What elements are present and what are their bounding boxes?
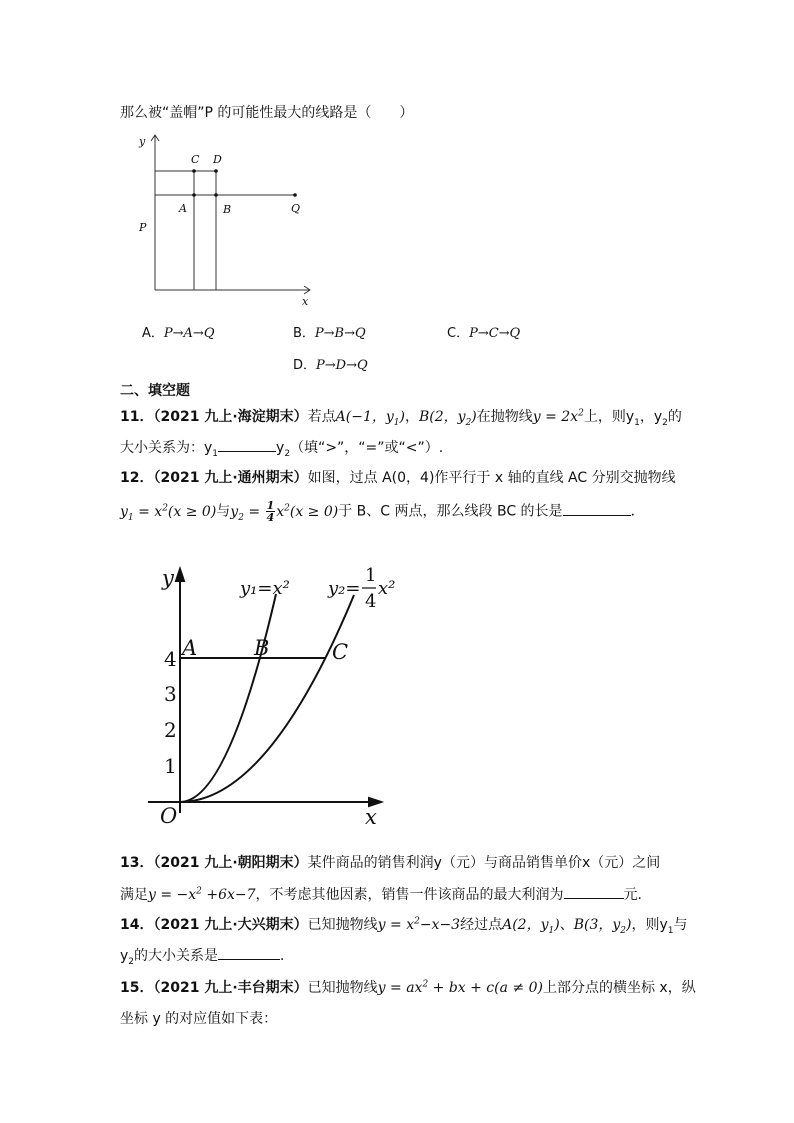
q11-point-b-sub: 2 — [465, 417, 472, 428]
section-title: 二、填空题 — [120, 383, 190, 399]
fraction-denominator: 4 — [266, 511, 275, 524]
q12-label-origin: O — [160, 804, 178, 828]
q14-point-b-text: B(3，y — [573, 917, 621, 933]
q12-line2 — [120, 500, 645, 523]
q11-text: 在抛物线 — [476, 409, 533, 425]
q12-eq1-c: (x ≥ 0) — [167, 503, 217, 520]
q14-text: 已知抛物线 — [307, 917, 378, 933]
q13-eq-sup: 2 — [196, 886, 202, 897]
q14-line1 — [120, 914, 688, 936]
q11-sub: 1 — [634, 417, 640, 428]
q11-number: 11． — [120, 409, 154, 425]
q12-answer-blank[interactable] — [563, 515, 631, 516]
option-key: C． — [447, 326, 470, 341]
q10-figure — [130, 125, 320, 310]
q12-text: ． — [630, 503, 645, 520]
q12-eq1-sup: 2 — [162, 502, 168, 513]
q12-tick-2: 2 — [164, 718, 177, 742]
q13-answer-blank[interactable] — [564, 898, 624, 899]
q14-line2 — [120, 945, 294, 967]
point-q-dot — [293, 193, 297, 197]
q11-point-b-text: B(2，y — [418, 409, 466, 425]
q12-label-b: B — [254, 636, 270, 660]
option-key: D． — [293, 358, 317, 373]
q14-point-b — [573, 917, 632, 936]
q13-line2 — [120, 884, 652, 904]
q10-option-a[interactable] — [142, 322, 214, 341]
q14-point-b-end: ) — [626, 917, 632, 933]
q11-sub: 2 — [662, 417, 668, 428]
q11-text: ，y — [639, 409, 663, 425]
q14-text: 的大小关系是 — [134, 948, 219, 964]
q11-text: 的 — [667, 409, 682, 425]
q12-eq1-sub: 1 — [127, 512, 134, 523]
q14-text: ，则y — [631, 917, 668, 933]
q14-point-a-end: ) — [554, 917, 560, 933]
q13-eq-a: y = −x — [148, 887, 197, 903]
q12-label-x: x — [365, 805, 377, 829]
q11-point-a-end: ) — [399, 409, 405, 425]
q12-tick-3: 3 — [164, 682, 177, 706]
q14-text: 与 — [673, 917, 688, 933]
q14-point-a — [502, 917, 560, 936]
q11-point-a-sub: 1 — [393, 417, 400, 428]
q10-label-a: A — [179, 202, 187, 215]
q13-number: 13． — [120, 855, 154, 871]
q12-label-y: y — [162, 566, 174, 590]
q12-eq2-c: x — [276, 503, 285, 520]
q11-eq-text: y = 2x — [532, 409, 579, 425]
q12-line1 — [120, 467, 676, 487]
q11-text: （填“>”，“=”或“<”）. — [290, 440, 444, 456]
q13-text: 元． — [623, 887, 652, 903]
q13-text: 某件商品的销售利润y（元）与商品销售单价x（元）之间 — [307, 855, 661, 871]
q11-answer-blank[interactable] — [218, 451, 276, 452]
q10-label-b: B — [223, 203, 232, 216]
q13-text: ，不考虑其他因素，销售一件该商品的最大利润为 — [255, 887, 564, 903]
q14-answer-blank[interactable] — [218, 959, 280, 960]
q14-equation — [378, 917, 460, 933]
q11-text: 大小关系为：y — [120, 440, 213, 456]
q12-text: 与 — [216, 503, 231, 520]
label-y2-suffix: x² — [378, 578, 396, 599]
q15-text: 已知抛物线 — [307, 980, 378, 996]
q15-line1 — [120, 977, 696, 997]
q11-line1 — [120, 406, 682, 428]
label-y2-prefix: y₂= — [328, 578, 361, 599]
q12-curve-y2 — [180, 595, 354, 802]
q15-eq-sup: 2 — [422, 979, 429, 990]
q14-sub: 1 — [667, 925, 674, 936]
q14-sub: 2 — [128, 956, 135, 967]
q12-label-c: C — [332, 640, 349, 664]
q11-line2 — [120, 437, 443, 459]
q13-line1 — [120, 852, 660, 872]
q11-point-a — [335, 409, 405, 428]
q10-label-q: Q — [291, 202, 301, 215]
q14-number: 14． — [120, 917, 154, 933]
q13-equation — [148, 887, 256, 903]
q12-y-arrow — [176, 569, 184, 581]
point-c-dot — [192, 169, 196, 173]
q15-equation — [378, 980, 543, 996]
q14-text: 经过点 — [460, 917, 503, 933]
q14-point-a-text: A(2，y — [502, 917, 549, 933]
option-path: P→C→Q — [469, 326, 521, 341]
q11-text: y — [276, 440, 285, 456]
q12-tick-4: 4 — [164, 647, 177, 671]
q15-source: （2021 九上·丰台期末） — [153, 980, 308, 996]
q14-point-b-sub: 2 — [620, 925, 626, 936]
q15-line2: 坐标 y 的对应值如下表： — [120, 1011, 278, 1027]
q10-label-c: C — [191, 153, 200, 166]
q10-option-b[interactable] — [293, 322, 366, 341]
q12-eq2-b: = — [243, 503, 265, 520]
q14-point-a-sub: 1 — [548, 925, 555, 936]
q15-text: 上部分点的横坐标 x，纵 — [542, 980, 696, 996]
q12-eq2-sub: 2 — [238, 512, 244, 523]
label-y2-numerator: 1 — [365, 565, 377, 586]
option-path: P→A→Q — [163, 326, 215, 341]
q11-text: ， — [404, 409, 419, 425]
q12-eq1 — [120, 502, 217, 523]
q14-eq-sup: 2 — [414, 916, 420, 927]
q12-number: 12． — [120, 470, 154, 486]
q15-eq-a: y = ax — [377, 980, 423, 996]
q12-eq2-sup: 2 — [284, 502, 290, 513]
fraction-numerator: 1 — [266, 499, 275, 512]
q14-eq-b: −x−3 — [419, 917, 461, 933]
q14-text: y — [120, 948, 129, 964]
q11-text: 若点 — [307, 409, 336, 425]
q12-text: 于 B、C 两点，那么线段 BC 的长是 — [338, 503, 563, 520]
q11-point-a-text: A(−1，y — [335, 409, 394, 425]
option-path: P→B→Q — [314, 326, 366, 341]
q11-point-b — [418, 409, 477, 428]
q13-source: （2021 九上·朝阳期末） — [153, 855, 308, 871]
point-b-dot — [214, 193, 218, 197]
q12-eq2 — [230, 499, 339, 524]
q11-point-b-end: ) — [471, 409, 477, 425]
q14-eq-a: y = x — [377, 917, 415, 933]
q12-eq2-a: y — [230, 503, 239, 520]
q12-curve-label-y2 — [327, 565, 395, 612]
q14-source: （2021 九上·大兴期末） — [153, 917, 308, 933]
option-key: A． — [142, 326, 164, 341]
q10-label-y: y — [139, 135, 146, 148]
q10-label-x: x — [302, 295, 309, 308]
q11-source: （2021 九上·海淀期末） — [153, 409, 308, 425]
q10-stem: 那么被“盖帽”P 的可能性最大的线路是（ ） — [120, 105, 414, 121]
q12-fraction — [266, 500, 276, 523]
q10-option-d[interactable] — [293, 354, 368, 373]
q10-option-c[interactable] — [447, 322, 520, 341]
q12-eq2-d: (x ≥ 0) — [289, 503, 339, 520]
q12-source: （2021 九上·通州期末） — [153, 470, 308, 486]
point-a-dot — [192, 193, 196, 197]
option-path: P→D→Q — [316, 358, 368, 373]
q11-equation — [533, 409, 584, 425]
point-d-dot — [214, 169, 218, 173]
q10-label-p: P — [139, 221, 147, 234]
q12-tick-1: 1 — [164, 754, 177, 778]
q14-text: ． — [280, 948, 295, 964]
q15-number: 15． — [120, 980, 154, 996]
q11-sub: 1 — [212, 448, 219, 459]
q12-eq1-a: y — [120, 503, 128, 520]
q15-eq-b: + bx + c(a ≠ 0) — [428, 980, 543, 996]
q11-text: 上，则y — [583, 409, 635, 425]
q13-text: 满足 — [120, 887, 148, 903]
q12-curve-label-y1: y₁=x² — [240, 578, 290, 599]
q12-text: 如图，过点 A(0，4)作平行于 x 轴的直线 AC 分别交抛物线 — [307, 470, 676, 486]
q12-label-a: A — [182, 636, 198, 660]
q14-text: 、 — [559, 917, 574, 933]
q12-curve-y1 — [180, 594, 276, 802]
q12-graph — [140, 555, 400, 835]
q12-eq1-b: = x — [133, 503, 163, 520]
q13-eq-b: +6x−7 — [201, 887, 256, 903]
q11-sub: 2 — [284, 448, 291, 459]
option-key: B． — [293, 326, 315, 341]
label-y2-denominator: 4 — [365, 591, 377, 612]
q11-eq-sup: 2 — [578, 408, 584, 419]
q10-label-d: D — [213, 153, 222, 166]
